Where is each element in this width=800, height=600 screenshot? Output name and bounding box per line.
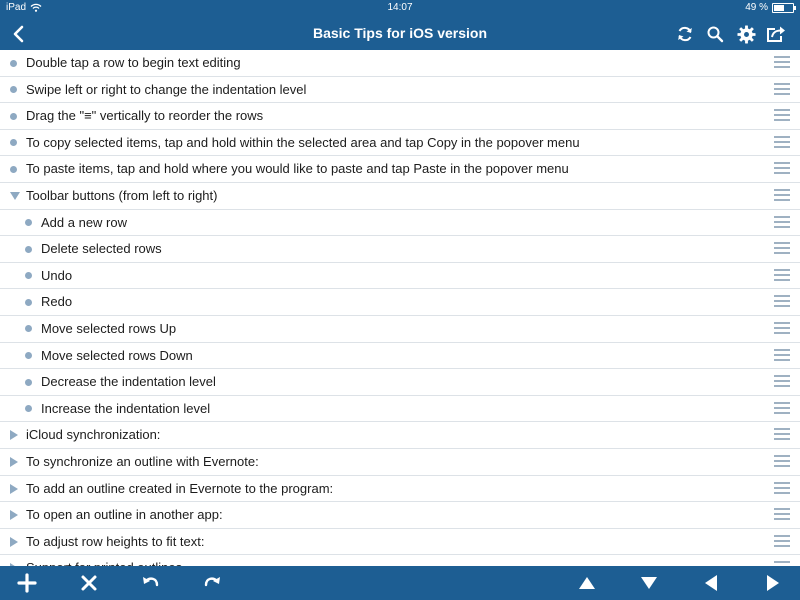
indent-button[interactable] bbox=[760, 570, 786, 596]
row-text[interactable]: Toolbar buttons (from left to right) bbox=[26, 187, 218, 203]
outline-row[interactable] bbox=[0, 156, 800, 183]
drag-handle-icon[interactable] bbox=[774, 349, 790, 362]
add-row-button[interactable] bbox=[14, 570, 40, 596]
drag-handle-icon[interactable] bbox=[774, 162, 790, 175]
drag-handle-icon[interactable] bbox=[774, 455, 790, 468]
add-icon bbox=[18, 574, 36, 592]
bullet-dot-icon bbox=[25, 369, 32, 395]
outline-row[interactable] bbox=[0, 529, 800, 556]
collapsed-triangle-icon[interactable] bbox=[10, 529, 18, 555]
status-right bbox=[745, 2, 794, 13]
outdent-button[interactable] bbox=[698, 570, 724, 596]
row-text[interactable]: Delete selected rows bbox=[41, 241, 162, 257]
search-button[interactable] bbox=[702, 21, 728, 47]
drag-handle-icon[interactable] bbox=[774, 136, 790, 149]
marker-shape bbox=[10, 113, 17, 120]
status-bar bbox=[0, 0, 800, 17]
outline-list[interactable] bbox=[0, 50, 800, 566]
drag-handle-icon[interactable] bbox=[774, 402, 790, 415]
row-text[interactable]: To add an outline created in Evernote to the program: bbox=[26, 480, 334, 496]
drag-handle-icon[interactable] bbox=[774, 375, 790, 388]
marker-shape bbox=[10, 139, 17, 146]
bullet-dot-icon bbox=[25, 343, 32, 369]
bullet-dot-icon bbox=[25, 316, 32, 342]
outline-row[interactable] bbox=[0, 263, 800, 290]
marker-shape bbox=[10, 192, 20, 200]
share-button[interactable] bbox=[763, 21, 789, 47]
collapsed-triangle-icon[interactable] bbox=[10, 449, 18, 475]
row-text[interactable]: To copy selected items, tap and hold within the selected area and tap Copy in the popover menu bbox=[26, 134, 580, 150]
outline-row[interactable] bbox=[0, 449, 800, 476]
marker-shape bbox=[25, 405, 32, 412]
search-icon bbox=[706, 25, 724, 43]
drag-handle-icon[interactable] bbox=[774, 482, 790, 495]
outline-row[interactable] bbox=[0, 289, 800, 316]
outline-row[interactable] bbox=[0, 103, 800, 130]
marker-shape bbox=[10, 510, 18, 520]
bullet-dot-icon bbox=[10, 103, 17, 129]
sync-icon bbox=[676, 25, 694, 43]
redo-icon bbox=[203, 575, 221, 591]
drag-handle-icon[interactable] bbox=[774, 83, 790, 96]
row-text[interactable]: To paste items, tap and hold where you would like to paste and tap Paste in the popover menu bbox=[26, 161, 569, 177]
marker-shape bbox=[25, 299, 32, 306]
bullet-dot-icon bbox=[25, 289, 32, 315]
drag-handle-icon[interactable] bbox=[774, 189, 790, 202]
outline-row[interactable] bbox=[0, 130, 800, 157]
nav-bar bbox=[0, 17, 800, 50]
delete-icon bbox=[81, 575, 97, 591]
bottom-toolbar bbox=[0, 566, 800, 600]
bullet-dot-icon bbox=[25, 236, 32, 262]
drag-handle-icon[interactable] bbox=[774, 109, 790, 122]
outline-row[interactable] bbox=[0, 210, 800, 237]
indent-icon bbox=[766, 574, 780, 592]
outline-row[interactable] bbox=[0, 316, 800, 343]
row-text[interactable]: Swipe left or right to change the indentation level bbox=[26, 81, 307, 97]
outline-row[interactable] bbox=[0, 236, 800, 263]
redo-button[interactable] bbox=[199, 570, 225, 596]
gear-icon bbox=[737, 25, 756, 44]
outdent-icon bbox=[704, 574, 718, 592]
row-text[interactable]: To synchronize an outline with Evernote: bbox=[26, 453, 259, 469]
drag-handle-icon[interactable] bbox=[774, 535, 790, 548]
row-text[interactable]: Add a new row bbox=[41, 214, 127, 230]
outline-row[interactable] bbox=[0, 77, 800, 104]
row-text[interactable]: Undo bbox=[41, 267, 73, 283]
share-icon bbox=[766, 25, 786, 43]
collapsed-triangle-icon[interactable] bbox=[10, 476, 18, 502]
marker-shape bbox=[10, 60, 17, 67]
sync-button[interactable] bbox=[672, 21, 698, 47]
move-up-button[interactable] bbox=[574, 570, 600, 596]
bullet-dot-icon bbox=[10, 156, 17, 182]
row-text[interactable]: To open an outline in another app: bbox=[26, 507, 223, 523]
marker-shape bbox=[10, 86, 17, 93]
marker-shape bbox=[25, 325, 32, 332]
bullet-dot-icon bbox=[10, 50, 17, 76]
delete-rows-button[interactable] bbox=[76, 570, 102, 596]
outline-row[interactable] bbox=[0, 476, 800, 503]
drag-handle-icon[interactable] bbox=[774, 508, 790, 521]
row-text[interactable]: Increase the indentation level bbox=[41, 400, 211, 416]
marker-shape bbox=[25, 272, 32, 279]
row-text[interactable]: Move selected rows Up bbox=[41, 320, 177, 336]
expanded-triangle-icon[interactable] bbox=[10, 183, 20, 209]
bullet-dot-icon bbox=[10, 130, 17, 156]
undo-button[interactable] bbox=[138, 570, 164, 596]
row-text[interactable]: Drag the "≡" vertically to reorder the rows bbox=[26, 108, 264, 124]
row-text[interactable]: Redo bbox=[41, 294, 73, 310]
drag-handle-icon[interactable] bbox=[774, 269, 790, 282]
marker-shape bbox=[10, 166, 17, 173]
outline-row[interactable] bbox=[0, 183, 800, 210]
battery-icon bbox=[772, 3, 794, 13]
bullet-dot-icon bbox=[25, 263, 32, 289]
bullet-dot-icon bbox=[25, 210, 32, 236]
row-text[interactable]: To adjust row heights to fit text: bbox=[26, 533, 205, 549]
marker-shape bbox=[10, 537, 18, 547]
outline-row[interactable] bbox=[0, 343, 800, 370]
drag-handle-icon[interactable] bbox=[774, 56, 790, 69]
move-down-icon bbox=[640, 576, 658, 590]
marker-shape bbox=[10, 430, 18, 440]
battery-fill bbox=[774, 5, 784, 11]
settings-button[interactable] bbox=[733, 21, 759, 47]
marker-shape bbox=[25, 352, 32, 359]
drag-handle-icon[interactable] bbox=[774, 428, 790, 441]
undo-icon bbox=[142, 575, 160, 591]
battery-percent: 49 % bbox=[745, 2, 768, 13]
bullet-dot-icon bbox=[25, 396, 32, 422]
drag-handle-icon[interactable] bbox=[774, 295, 790, 308]
bullet-dot-icon bbox=[10, 77, 17, 103]
outline-row[interactable] bbox=[0, 369, 800, 396]
row-text[interactable]: Move selected rows Down bbox=[41, 347, 193, 363]
move-down-button[interactable] bbox=[636, 570, 662, 596]
drag-handle-icon[interactable] bbox=[774, 216, 790, 229]
row-text[interactable]: Double tap a row to begin text editing bbox=[26, 55, 241, 70]
drag-handle-icon[interactable] bbox=[774, 242, 790, 255]
marker-shape bbox=[25, 246, 32, 253]
row-text[interactable]: iCloud synchronization: bbox=[26, 427, 161, 443]
move-up-icon bbox=[578, 576, 596, 590]
outline-row[interactable] bbox=[0, 50, 800, 77]
marker-shape bbox=[25, 219, 32, 226]
marker-shape bbox=[25, 379, 32, 386]
outline-row[interactable] bbox=[0, 502, 800, 529]
marker-shape bbox=[10, 484, 18, 494]
drag-handle-icon[interactable] bbox=[774, 322, 790, 335]
marker-shape bbox=[10, 457, 18, 467]
status-time: 14:07 bbox=[387, 2, 413, 13]
outline-row[interactable] bbox=[0, 422, 800, 449]
row-text[interactable]: Decrease the indentation level bbox=[41, 374, 216, 390]
page-title: Basic Tips for iOS version bbox=[312, 25, 488, 41]
outline-row[interactable] bbox=[0, 396, 800, 423]
device-name: iPad bbox=[6, 2, 27, 13]
collapsed-triangle-icon[interactable] bbox=[10, 422, 18, 448]
collapsed-triangle-icon[interactable] bbox=[10, 502, 18, 528]
